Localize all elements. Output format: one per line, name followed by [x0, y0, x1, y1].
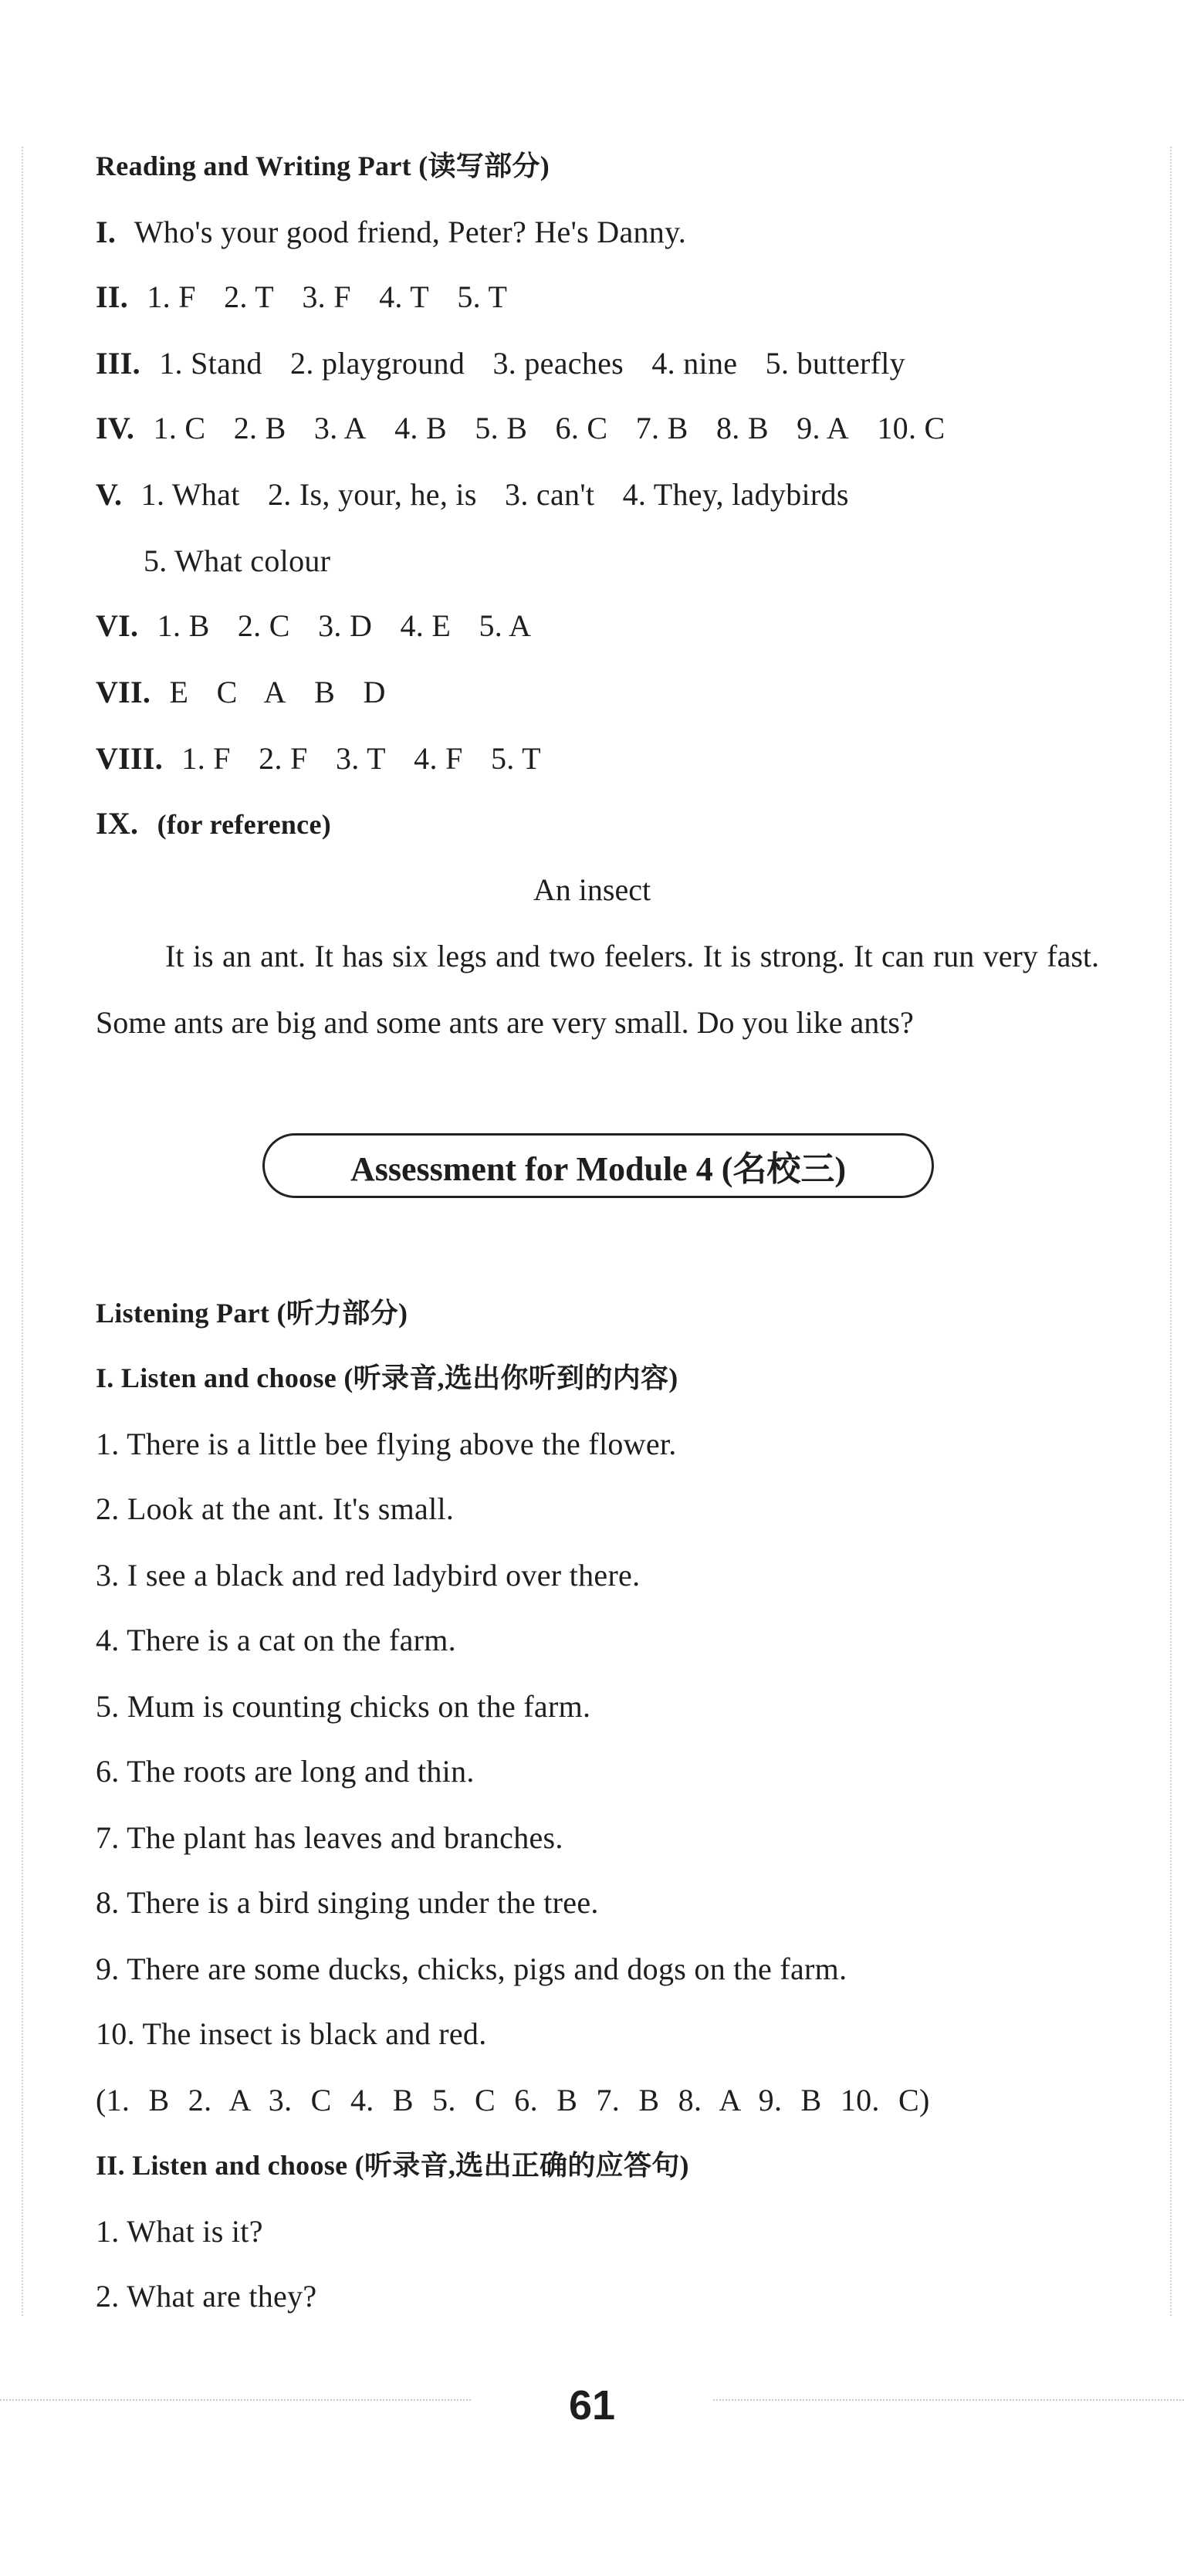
essay-paragraph: It is an ant. It has six legs and two feelers. It is strong. It can run very fast. Some ants are big and some ants are very small. Do you like ants?	[96, 939, 1099, 1040]
answer: E	[169, 675, 189, 709]
question-number: IV.	[96, 411, 135, 445]
question-number: IX.	[96, 806, 139, 841]
answer: 4. B	[394, 411, 448, 445]
question-number: VI.	[96, 608, 139, 643]
essay-title: An insect	[533, 872, 651, 907]
list-item: 9. There are some ducks, chicks, pigs and dogs on the farm.	[96, 1951, 847, 1986]
list-item: 2. What are they?	[96, 2279, 317, 2314]
list-item: 3. I see a black and red ladybird over there.	[96, 1558, 641, 1593]
answer-row-viii	[96, 740, 541, 778]
answer: 9. A	[797, 411, 850, 445]
answer: 6. C	[555, 411, 608, 445]
answer: 3. F	[302, 279, 351, 314]
answer: 4. They, ladybirds	[622, 477, 849, 512]
question-number: III.	[96, 346, 140, 381]
answer: D	[363, 675, 386, 709]
answer: 7. B	[635, 411, 688, 445]
list-item: 2. Look at the ant. It's small.	[96, 1491, 455, 1526]
answer: 3. can't	[505, 477, 595, 512]
listening-heading: Listening Part (听力部分)	[96, 1298, 408, 1329]
reference-label: (for reference)	[157, 809, 332, 840]
answer-row-vii	[96, 673, 386, 712]
answer: 1. C	[153, 411, 206, 445]
module-title: Assessment for Module 4 (名校三)	[350, 1150, 847, 1188]
right-margin-rule	[1170, 147, 1172, 2316]
list-item: 4. There is a cat on the farm.	[96, 1623, 456, 1657]
answer: 1. F	[181, 741, 231, 776]
list-item: 1. What is it?	[96, 2214, 263, 2249]
list-item: 1. There is a little bee flying above the flower.	[96, 1427, 677, 1461]
list-item: 7. The plant has leaves and branches.	[96, 1820, 563, 1855]
answer: 4. nine	[651, 346, 738, 381]
answer-row-ix	[96, 804, 331, 844]
answer: 3. peaches	[492, 346, 624, 381]
answer: 1. What	[140, 477, 240, 512]
answer: 2. Is, your, he, is	[267, 477, 477, 512]
question-number: VIII.	[96, 741, 164, 776]
answer: 1. Stand	[159, 346, 262, 381]
module-title-banner	[262, 1133, 934, 1198]
listening-section-2-heading: II. Listen and choose (听录音,选出正确的应答句)	[96, 2150, 689, 2181]
answer: A	[263, 675, 286, 709]
page-number: 61	[568, 2382, 616, 2429]
list-item: 6. The roots are long and thin.	[96, 1754, 475, 1789]
answer: 8. B	[715, 411, 769, 445]
answer-text: Who's your good friend, Peter? He's Danny.	[134, 215, 687, 249]
answer: 2. playground	[290, 346, 465, 381]
answer: 2. F	[259, 741, 308, 776]
answer-row-v	[96, 476, 849, 514]
answer: B	[314, 675, 336, 709]
list-item: 10. The insect is black and red.	[96, 2016, 487, 2051]
answer-row-ii	[96, 278, 507, 316]
list-item: 8. There is a bird singing under the tree.	[96, 1885, 599, 1920]
question-number: V.	[96, 477, 123, 512]
answer-row-iii	[96, 344, 905, 383]
answer: 2. B	[233, 411, 286, 445]
answer: 5. butterfly	[765, 346, 905, 381]
answer: 1. B	[157, 608, 210, 643]
reading-writing-heading: Reading and Writing Part (读写部分)	[96, 151, 550, 181]
answer: 1. F	[147, 279, 196, 314]
answer: 4. F	[414, 741, 463, 776]
left-margin-rule	[22, 147, 23, 2316]
listening-answers: (1. B 2. A 3. C 4. B 5. C 6. B 7. B 8. A 9. B 10. C)	[96, 2083, 930, 2117]
answer: 4. E	[400, 608, 452, 643]
question-number: VII.	[96, 675, 151, 709]
answer-row-v-continued: 5. What colour	[144, 543, 331, 578]
list-item: 5. Mum is counting chicks on the farm.	[96, 1689, 591, 1724]
answer: 3. D	[318, 608, 373, 643]
question-number: II.	[96, 279, 129, 314]
answer: 5. B	[475, 411, 528, 445]
question-number: I.	[96, 215, 117, 249]
answer: C	[216, 675, 238, 709]
answer: 10. C	[877, 411, 946, 445]
answer-row-i	[96, 213, 686, 252]
answer: 4. T	[379, 279, 430, 314]
answer: 2. C	[237, 608, 290, 643]
answer-row-iv	[96, 409, 946, 448]
answer-row-vi	[96, 607, 531, 645]
listening-section-1-heading: I. Listen and choose (听录音,选出你听到的内容)	[96, 1362, 678, 1393]
answer: 3. A	[313, 411, 367, 445]
answer: 5. T	[457, 279, 508, 314]
answer: 3. T	[335, 741, 386, 776]
answer: 2. T	[224, 279, 275, 314]
answer: 5. A	[479, 608, 532, 643]
answer: 5. T	[490, 741, 541, 776]
